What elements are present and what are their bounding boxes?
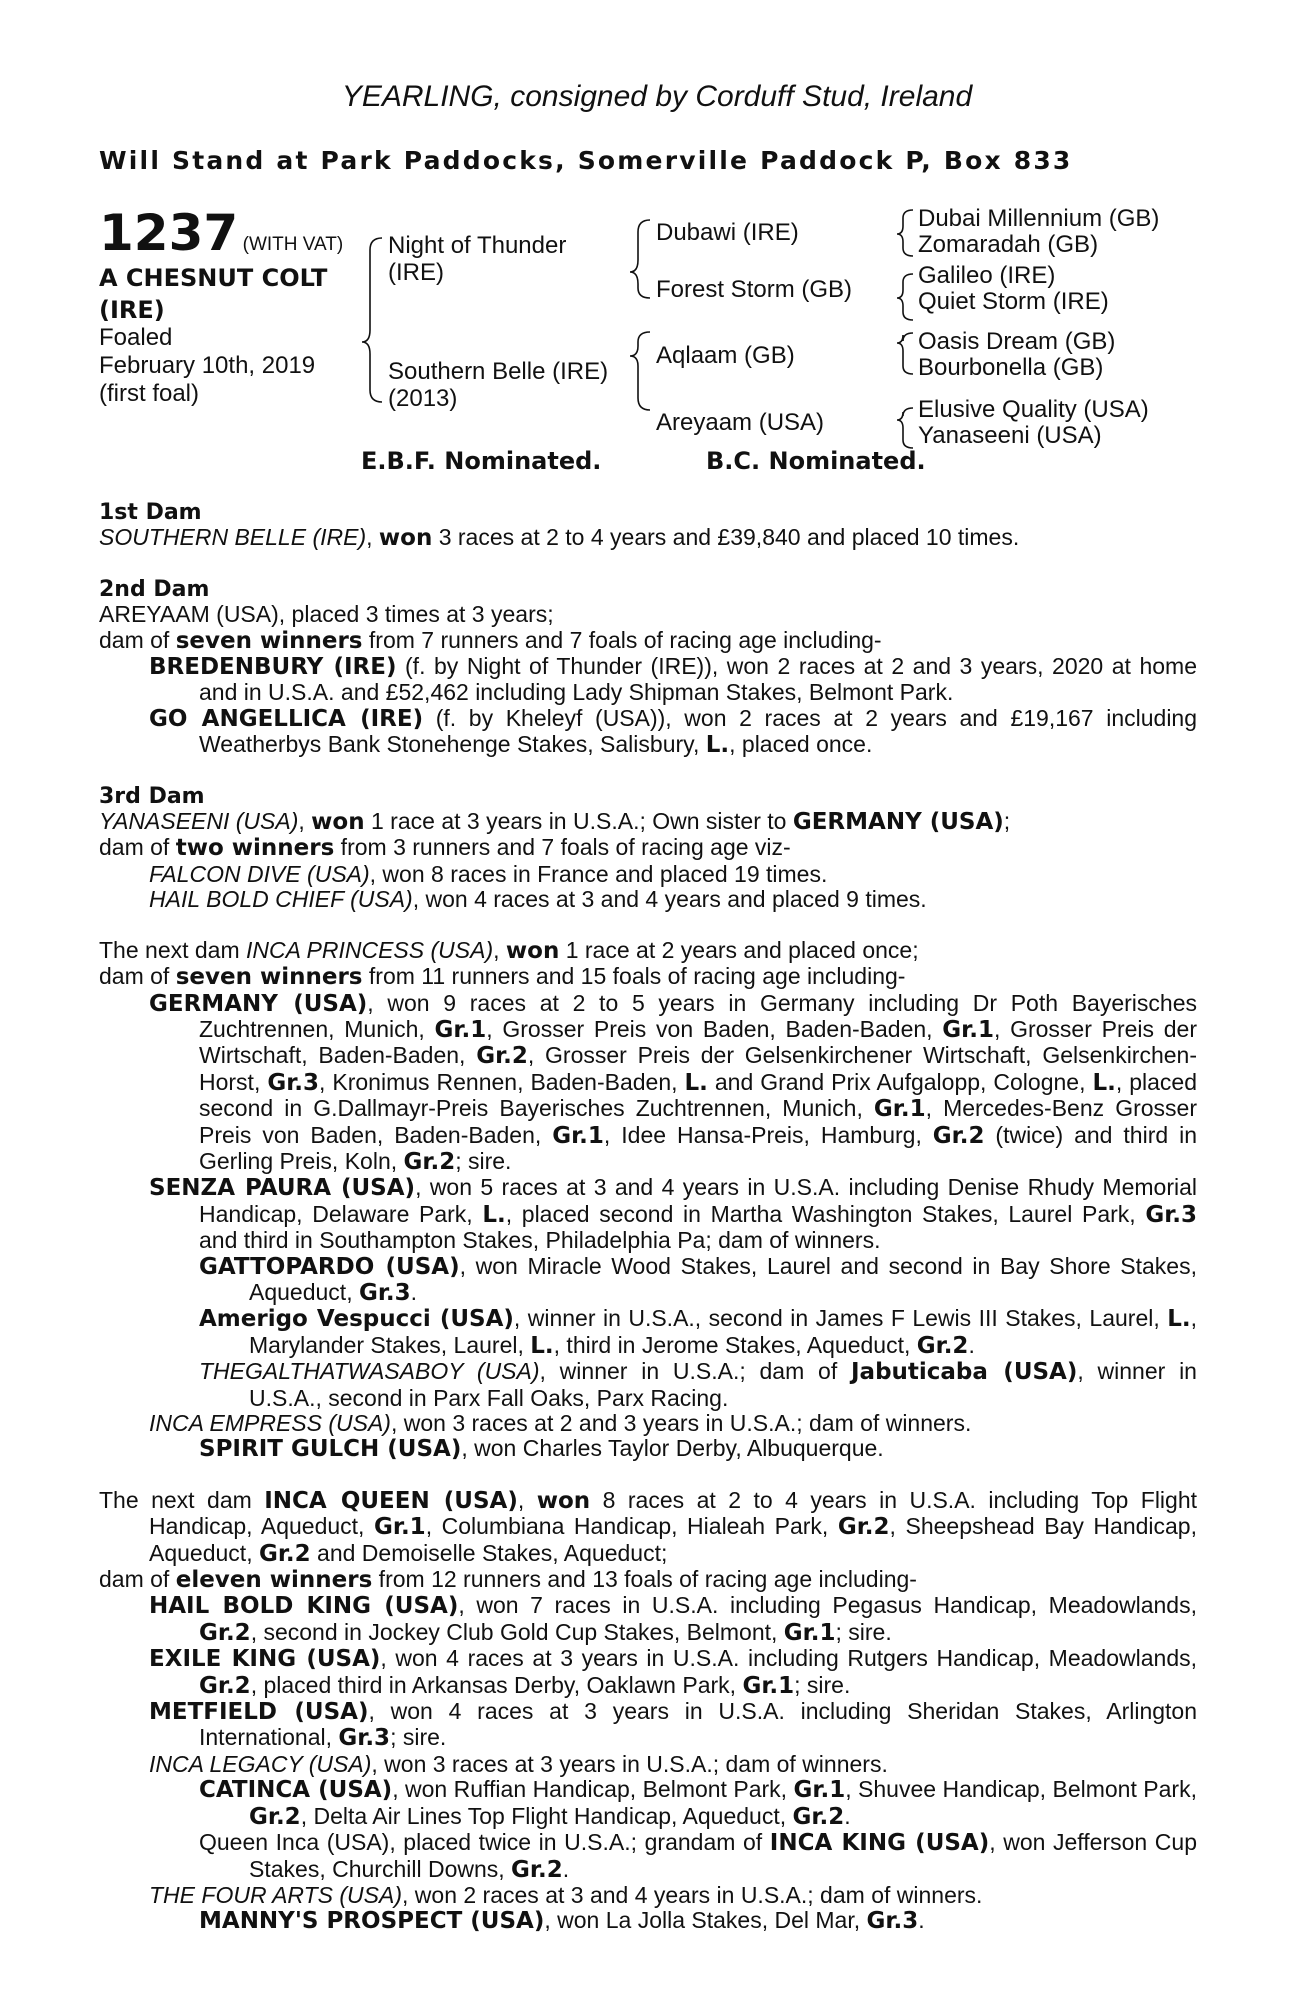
fourth-dam-line: The next dam INCA PRINCESS (USA), won 1 race at 2 years and placed once; xyxy=(99,936,919,964)
ancestor-3: Galileo (IRE) xyxy=(918,262,1056,289)
ancestor-7: Elusive Quality (USA) xyxy=(918,396,1149,423)
dam-name: Southern Belle (IRE) xyxy=(388,358,609,385)
produce-entry: CATINCA (USA), won Ruffian Handicap, Belmont Park, Gr.1, Shuvee Handicap, Belmont Park, Gr.2, Delta Air Lines Top Flight Handicap, Aqueduct, Gr.2. xyxy=(199,1776,1197,1830)
first-dam-title: 1st Dam xyxy=(99,500,202,525)
produce-entry: INCA LEGACY (USA), won 3 races at 3 years in U.S.A.; dam of winners. xyxy=(149,1750,888,1777)
dam-year: (2013) xyxy=(388,385,458,412)
page-title: YEARLING, consigned by Corduff Stud, Ireland xyxy=(341,80,973,113)
produce-entry: GERMANY (USA), won 9 races at 2 to 5 years in Germany including Dr Poth Bayerisches Zuchtrennen, Munich, Gr.1, Grosser Preis von Baden, Baden-Baden, Gr.1, Grosser Preis der Wirtschaft, Baden-Baden, Gr.2, Grosser Preis der Gelsenkirchener Wirtschaft, Gelsenkirchen-Horst, Gr.3, Kronimus Rennen, Baden-Baden, L. and Grand Prix Aufgalopp, Cologne, L., placed second in G.Dallmayr-Preis Bayerisches Zuchtrennen, Munich, Gr.1, Mercedes-Benz Grosser Preis von Baden, Baden-Baden, Gr.1, Idee Hansa-Preis, Hamburg, Gr.2 (twice) and third in Gerling Preis, Koln, Gr.2; sire. xyxy=(149,989,1198,1175)
produce-entry: GATTOPARDO (USA), won Miracle Wood Stakes, Laurel and second in Bay Shore Stakes, Aqueduct, Gr.3. xyxy=(199,1252,1197,1306)
vat-note: (WITH VAT) xyxy=(242,234,344,255)
produce-entry: BREDENBURY (IRE) (f. by Night of Thunder (IRE)), won 2 races at 2 and 3 years, 2020 at home and in U.S.A. and £52,462 including Lady Shipman Stakes, Belmont Park. xyxy=(149,653,1197,706)
grandsire-paternal: Dubawi (IRE) xyxy=(656,219,799,246)
lot-country: (IRE) xyxy=(99,296,165,324)
produce-entry: EXILE KING (USA), won 4 races at 3 years in U.S.A. including Rutgers Handicap, Meadowlands, Gr.2, placed third in Arkansas Derby, Oaklawn Park, Gr.1; sire. xyxy=(149,1645,1197,1699)
produce-entry: THEGALTHATWASABOY (USA), winner in U.S.A.; dam of Jabuticaba (USA), winner in U.S.A., second in Parx Fall Oaks, Parx Racing. xyxy=(199,1358,1197,1411)
produce-entry: HAIL BOLD CHIEF (USA), won 4 races at 3 and 4 years and placed 9 times. xyxy=(149,886,927,913)
second-dam-produce: dam of seven winners from 7 runners and 7 foals of racing age including- xyxy=(99,626,882,654)
fifth-dam-line: The next dam INCA QUEEN (USA), won 8 races at 2 to 4 years in U.S.A. including Top Flight Handicap, Aqueduct, Gr.1, Columbiana Handicap, Hialeah Park, Gr.2, Sheepshead Bay Handicap, Aqueduct, Gr.2 and Demoiselle Stakes, Aqueduct; xyxy=(99,1486,1198,1567)
granddam-paternal: Forest Storm (GB) xyxy=(656,276,853,303)
produce-entry: Amerigo Vespucci (USA), winner in U.S.A., second in James F Lewis III Stakes, Laurel, L., Marylander Stakes, Laurel, L., third in Jerome Stakes, Aqueduct, Gr.2. xyxy=(199,1305,1197,1359)
ancestor-4: Quiet Storm (IRE) xyxy=(918,288,1109,315)
produce-entry: GO ANGELLICA (IRE) (f. by Kheleyf (USA)), won 2 races at 2 years and £19,167 including Weatherbys Bank Stonehenge Stakes, Salisbury, L., placed once. xyxy=(149,704,1198,759)
produce-entry: Queen Inca (USA), placed twice in U.S.A.; grandam of INCA KING (USA), won Jefferson Cup Stakes, Churchill Downs, Gr.2. xyxy=(199,1829,1197,1883)
foaled-date: February 10th, 2019 xyxy=(99,352,316,379)
first-dam-text: SOUTHERN BELLE (IRE), won 3 races at 2 to 4 years and £39,840 and placed 10 times. xyxy=(99,524,1020,552)
ancestor-1: Dubai Millennium (GB) xyxy=(918,205,1160,232)
produce-entry: SPIRIT GULCH (USA), won Charles Taylor Derby, Albuquerque. xyxy=(199,1435,884,1463)
sire-name: Night of Thunder xyxy=(388,232,567,259)
third-dam-produce: dam of two winners from 3 runners and 7 foals of racing age viz- xyxy=(99,834,791,862)
ebf-nominated: E.B.F. Nominated. xyxy=(361,447,602,475)
produce-entry: METFIELD (USA), won 4 races at 3 years in U.S.A. including Sheridan Stakes, Arlington International, Gr.3; sire. xyxy=(149,1698,1197,1752)
fifth-dam-produce: dam of eleven winners from 12 runners and 13 foals of racing age including- xyxy=(99,1566,917,1594)
third-dam-line: YANASEENI (USA), won 1 race at 3 years in U.S.A.; Own sister to GERMANY (USA); xyxy=(99,808,1011,836)
stand-location: Will Stand at Park Paddocks, Somerville Paddock P, Box 833 xyxy=(99,146,1073,175)
ancestor-8: Yanaseeni (USA) xyxy=(918,422,1102,449)
fourth-dam-produce: dam of seven winners from 11 runners and 15 foals of racing age including- xyxy=(99,963,906,991)
sire-country: (IRE) xyxy=(388,259,444,286)
produce-entry: MANNY'S PROSPECT (USA), won La Jolla Stakes, Del Mar, Gr.3. xyxy=(199,1907,925,1935)
second-dam-title: 2nd Dam xyxy=(99,576,210,602)
ancestor-5: Oasis Dream (GB) xyxy=(918,328,1116,355)
granddam-maternal: Areyaam (USA) xyxy=(656,409,825,436)
lot-number: 1237 xyxy=(99,204,239,262)
bc-nominated: B.C. Nominated. xyxy=(706,447,926,475)
third-dam-title: 3rd Dam xyxy=(99,783,205,809)
produce-record xyxy=(99,500,1197,1935)
second-dam-line: AREYAAM (USA), placed 3 times at 3 years; xyxy=(99,601,554,628)
produce-entry: FALCON DIVE (USA), won 8 races in France and placed 19 times. xyxy=(149,860,828,887)
produce-entry: SENZA PAURA (USA), won 5 races at 3 and 4 years in U.S.A. including Denise Rhudy Memorial Handicap, Delaware Park, L., placed second in Martha Washington Stakes, Laurel Park, Gr.3 and third in Southampton Stakes, Philadelphia Pa; dam of winners. xyxy=(149,1174,1197,1254)
foal-note: (first foal) xyxy=(99,380,200,407)
ancestor-2: Zomaradah (GB) xyxy=(918,231,1099,258)
foaled-label: Foaled xyxy=(99,324,173,351)
lot-description: A CHESNUT COLT xyxy=(99,264,328,292)
grandsire-maternal: Aqlaam (GB) xyxy=(656,342,795,369)
ancestor-6: Bourbonella (GB) xyxy=(918,354,1104,381)
produce-entry: INCA EMPRESS (USA), won 3 races at 2 and 3 years in U.S.A.; dam of winners. xyxy=(149,1410,972,1436)
produce-entry: THE FOUR ARTS (USA), won 2 races at 3 and 4 years in U.S.A.; dam of winners. xyxy=(149,1881,983,1908)
produce-entry: HAIL BOLD KING (USA), won 7 races in U.S.A. including Pegasus Handicap, Meadowlands, Gr.2, second in Jockey Club Gold Cup Stakes, Belmont, Gr.1; sire. xyxy=(149,1592,1197,1646)
